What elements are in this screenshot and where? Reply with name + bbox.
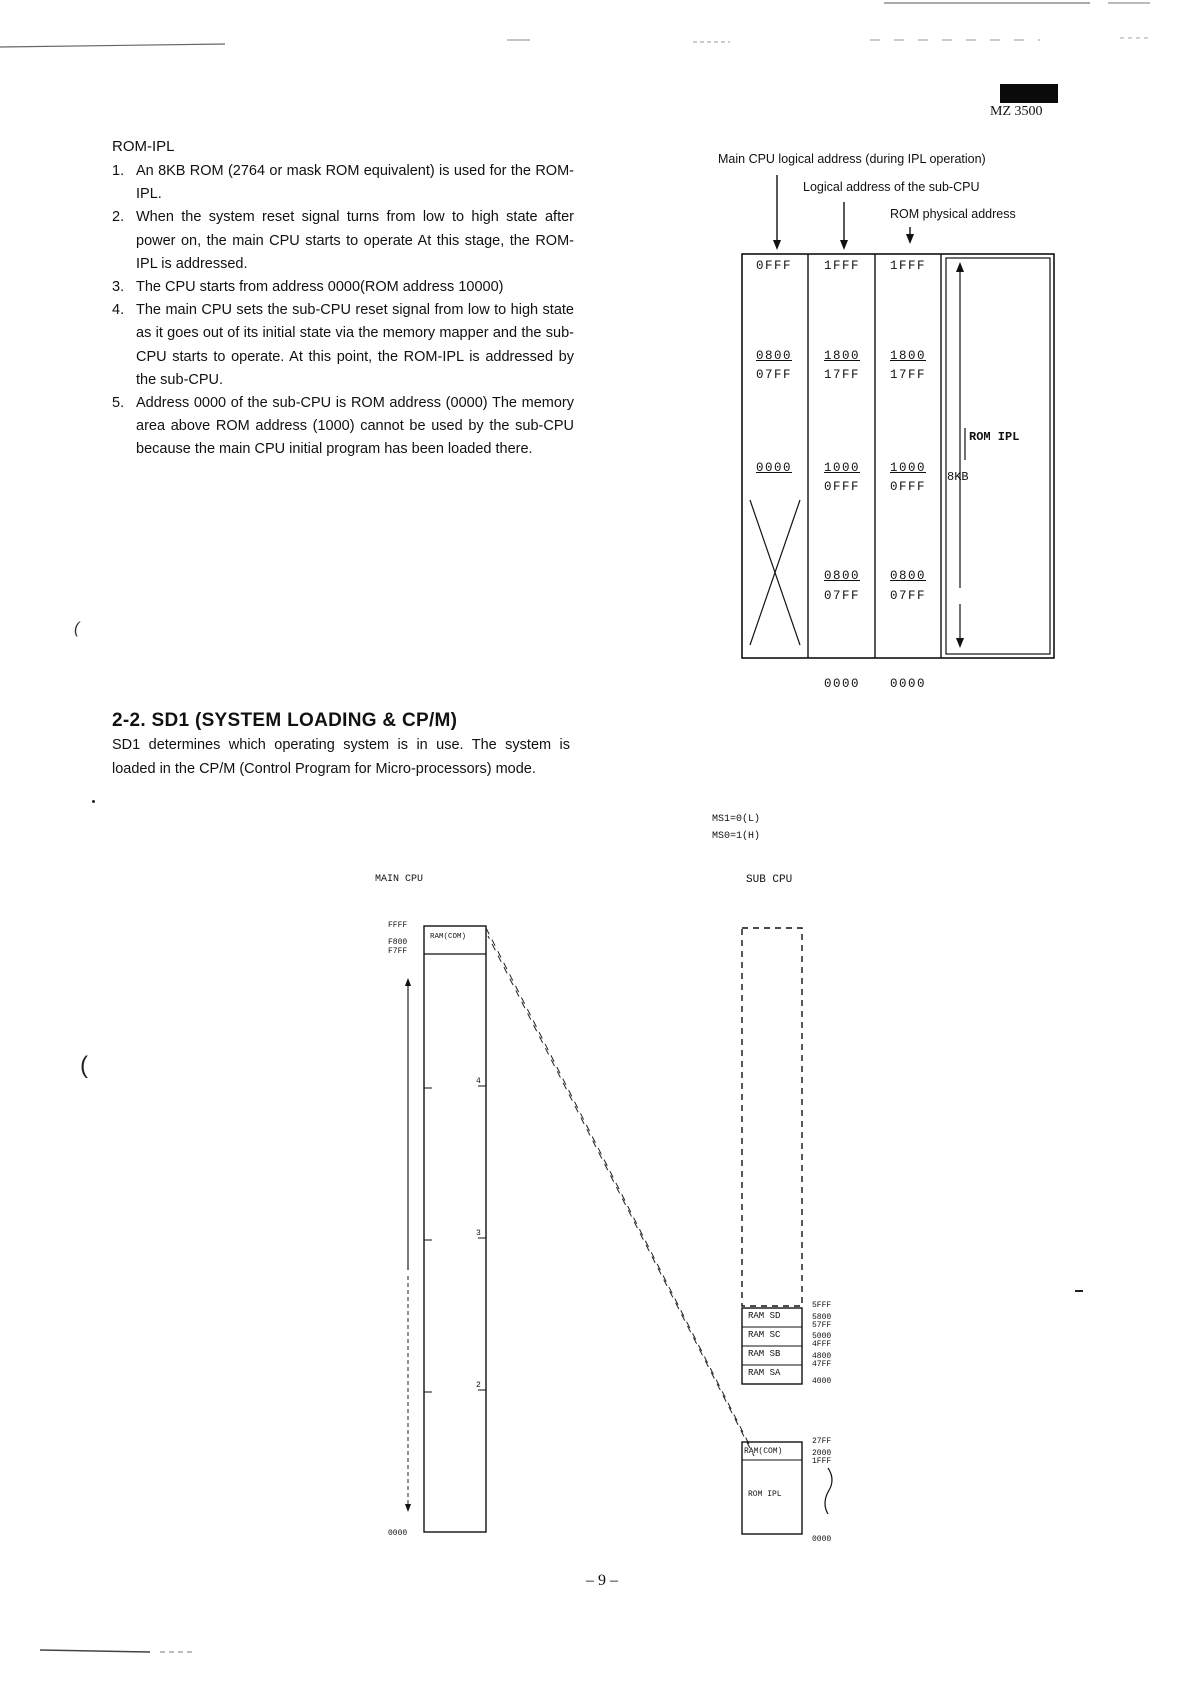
sub-addr-5800: 5800 bbox=[812, 1313, 832, 1322]
main-addr-0000: 0000 bbox=[388, 1529, 408, 1538]
scan-dash bbox=[1075, 1290, 1083, 1292]
sub-addr-0800: 0800 bbox=[823, 569, 860, 583]
list-item: 5. Address 0000 of the sub-CPU is ROM address (0000) The memory area above ROM address (1000) cannot be used by the sub-CPU because the main CPU initial program has been loaded there. bbox=[112, 395, 574, 458]
sub-addr-5000: 5000 bbox=[812, 1332, 832, 1341]
sub-addr-47ff: 47FF bbox=[812, 1360, 832, 1369]
sub-addr-0000: 0000 bbox=[823, 677, 860, 691]
rom-ipl-list bbox=[112, 160, 574, 462]
sub-addr-0fff: 0FFF bbox=[823, 480, 860, 494]
main-mark-3: 3 bbox=[476, 1229, 481, 1238]
list-item: 2. When the system reset signal turns from low to high state after power on, the main CPU starts to operate At this stage, the ROM-IPL is addressed. bbox=[112, 209, 574, 272]
rom-addr-07ff: 07FF bbox=[889, 589, 926, 603]
list-item: 3. The CPU starts from address 0000(ROM address 10000) bbox=[112, 279, 504, 296]
page-number: – 9 – bbox=[586, 1572, 618, 1589]
sub-addr-4000: 4000 bbox=[812, 1377, 832, 1386]
ram-sa-label: RAM SA bbox=[748, 1368, 781, 1378]
main-addr-f800: F800 bbox=[388, 938, 408, 947]
sub-addr-0000: 0000 bbox=[812, 1535, 832, 1544]
sub-addr-17ff: 17FF bbox=[823, 368, 860, 382]
scan-mark: ( bbox=[80, 1052, 88, 1079]
scan-dot bbox=[92, 800, 95, 803]
ms1-label: MS1=0(L) bbox=[712, 814, 761, 825]
label-main-cpu-logical: Main CPU logical address (during IPL operation) bbox=[718, 152, 986, 166]
rom-size-label: 8KB bbox=[947, 470, 969, 484]
brand-logo-block bbox=[1000, 84, 1058, 103]
scan-header-marks bbox=[0, 0, 1204, 60]
main-cpu-title: MAIN CPU bbox=[375, 874, 424, 885]
list-item: 4. The main CPU sets the sub-CPU reset signal from low to high state as it goes out of its initial state via the memory mapper and the sub-CPU starts to operate. At this point, the ROM-IPL is addressed by the sub-CPU. bbox=[112, 302, 574, 388]
rom-addr-top: 1FFF bbox=[889, 259, 926, 273]
sub-addr-57ff: 57FF bbox=[812, 1321, 832, 1330]
sub-addr-27ff: 27FF bbox=[812, 1437, 832, 1446]
sub-addr-5fff: 5FFF bbox=[812, 1301, 832, 1310]
label-rom-physical: ROM physical address bbox=[890, 207, 1016, 221]
model-number: MZ 3500 bbox=[990, 104, 1043, 119]
rom-addr-1000: 1000 bbox=[889, 461, 926, 475]
main-addr-0800: 0800 bbox=[755, 349, 792, 363]
sub-cpu-title: SUB CPU bbox=[746, 874, 793, 886]
sub-addr-top: 1FFF bbox=[823, 259, 860, 273]
rom-addr-17ff: 17FF bbox=[889, 368, 926, 382]
section-body: SD1 determines which operating system is in use. The system is loaded in the CP/M (Control Program for Micro-processors) mode. bbox=[112, 737, 570, 777]
sub-addr-1000: 1000 bbox=[823, 461, 860, 475]
main-addr-07ff: 07FF bbox=[755, 368, 792, 382]
main-mark-4: 4 bbox=[476, 1077, 481, 1086]
sub-addr-4fff: 4FFF bbox=[812, 1340, 832, 1349]
ram-sd-label: RAM SD bbox=[748, 1311, 781, 1321]
sub-addr-4800: 4800 bbox=[812, 1352, 832, 1361]
sub-addr-1fff: 1FFF bbox=[812, 1457, 832, 1466]
main-mark-2: 2 bbox=[476, 1381, 481, 1390]
rom-ipl-label: ROM IPL bbox=[969, 430, 1020, 444]
sub-addr-2000: 2000 bbox=[812, 1449, 832, 1458]
sub-addr-07ff: 07FF bbox=[823, 589, 860, 603]
rom-ipl-title: ROM-IPL bbox=[112, 138, 175, 155]
scan-footer-marks bbox=[0, 1640, 300, 1660]
label-sub-cpu-logical: Logical address of the sub-CPU bbox=[803, 180, 980, 194]
ram-sc-label: RAM SC bbox=[748, 1330, 781, 1340]
rom-addr-1800: 1800 bbox=[889, 349, 926, 363]
main-addr-f7ff: F7FF bbox=[388, 947, 408, 956]
scan-mark: ( bbox=[74, 620, 80, 637]
sub-addr-1800: 1800 bbox=[823, 349, 860, 363]
main-addr-top: 0FFF bbox=[755, 259, 792, 273]
section-heading: 2-2. SD1 (SYSTEM LOADING & CP/M) bbox=[112, 710, 458, 731]
rom-addr-0fff: 0FFF bbox=[889, 480, 926, 494]
main-addr-0000: 0000 bbox=[755, 461, 792, 475]
list-item: 1. An 8KB ROM (2764 or mask ROM equivalent) is used for the ROM-IPL. bbox=[112, 163, 574, 203]
ram-sb-label: RAM SB bbox=[748, 1349, 781, 1359]
main-ram-com: RAM(COM) bbox=[430, 933, 467, 941]
rom-addr-0000: 0000 bbox=[889, 677, 926, 691]
sub-ram-com: RAM(COM) bbox=[744, 1447, 783, 1456]
rom-addr-0800: 0800 bbox=[889, 569, 926, 583]
sub-rom-ipl: ROM IPL bbox=[748, 1490, 782, 1499]
ms0-label: MS0=1(H) bbox=[712, 831, 761, 842]
main-addr-ffff: FFFF bbox=[388, 921, 408, 930]
